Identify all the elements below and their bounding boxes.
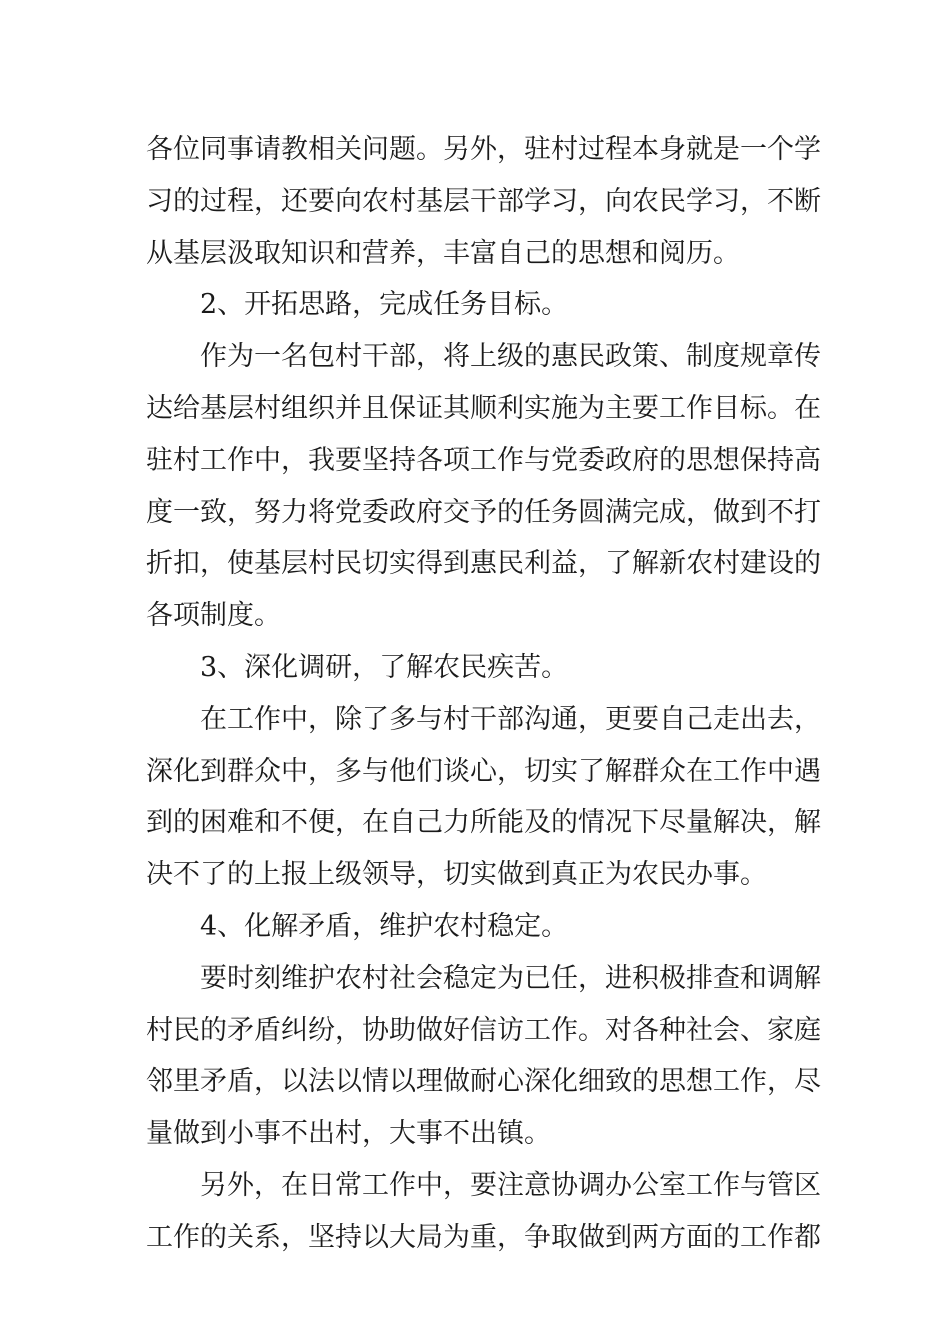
text-line: 量做到小事不出村，大事不出镇。 xyxy=(146,1118,551,1150)
text-line: 工作的关系，坚持以大局为重，争取做到两方面的工作都 xyxy=(146,1221,821,1253)
text-line: 深化到群众中，多与他们谈心，切实了解群众在工作中遇 xyxy=(146,755,821,787)
text-line: 另外，在日常工作中，要注意协调办公室工作与管区 xyxy=(200,1169,821,1201)
text-line: 村民的矛盾纠纷，协助做好信访工作。对各种社会、家庭 xyxy=(146,1014,821,1046)
section-heading: 3、深化调研，了解农民疾苦。 xyxy=(200,651,569,683)
text-line: 度一致，努力将党委政府交予的任务圆满完成，做到不打 xyxy=(146,496,821,528)
text-line: 折扣，使基层村民切实得到惠民利益，了解新农村建设的 xyxy=(146,548,821,580)
text-line: 在工作中，除了多与村干部沟通，更要自己走出去， xyxy=(200,703,821,735)
text-line: 从基层汲取知识和营养，丰富自己的思想和阅历。 xyxy=(146,237,740,269)
document-body xyxy=(146,124,821,1264)
text-line: 习的过程，还要向农村基层干部学习，向农民学习，不断 xyxy=(146,185,821,217)
text-line: 邻里矛盾，以法以情以理做耐心深化细致的思想工作，尽 xyxy=(146,1066,821,1098)
text-line: 到的困难和不便，在自己力所能及的情况下尽量解决，解 xyxy=(146,807,821,839)
section-heading: 2、开拓思路，完成任务目标。 xyxy=(200,289,569,321)
text-line: 要时刻维护农村社会稳定为已任，进积极排查和调解 xyxy=(200,962,821,994)
text-line: 各位同事请教相关问题。另外，驻村过程本身就是一个学 xyxy=(146,134,821,165)
text-line: 驻村工作中，我要坚持各项工作与党委政府的思想保持高 xyxy=(146,444,821,476)
text-line: 各项制度。 xyxy=(146,600,281,632)
text-line: 作为一名包村干部，将上级的惠民政策、制度规章传 xyxy=(200,341,821,373)
text-line: 达给基层村组织并且保证其顺利实施为主要工作目标。在 xyxy=(146,392,821,424)
text-line: 决不了的上报上级领导，切实做到真正为农民办事。 xyxy=(146,859,767,891)
section-heading: 4、化解矛盾，维护农村稳定。 xyxy=(200,910,569,942)
